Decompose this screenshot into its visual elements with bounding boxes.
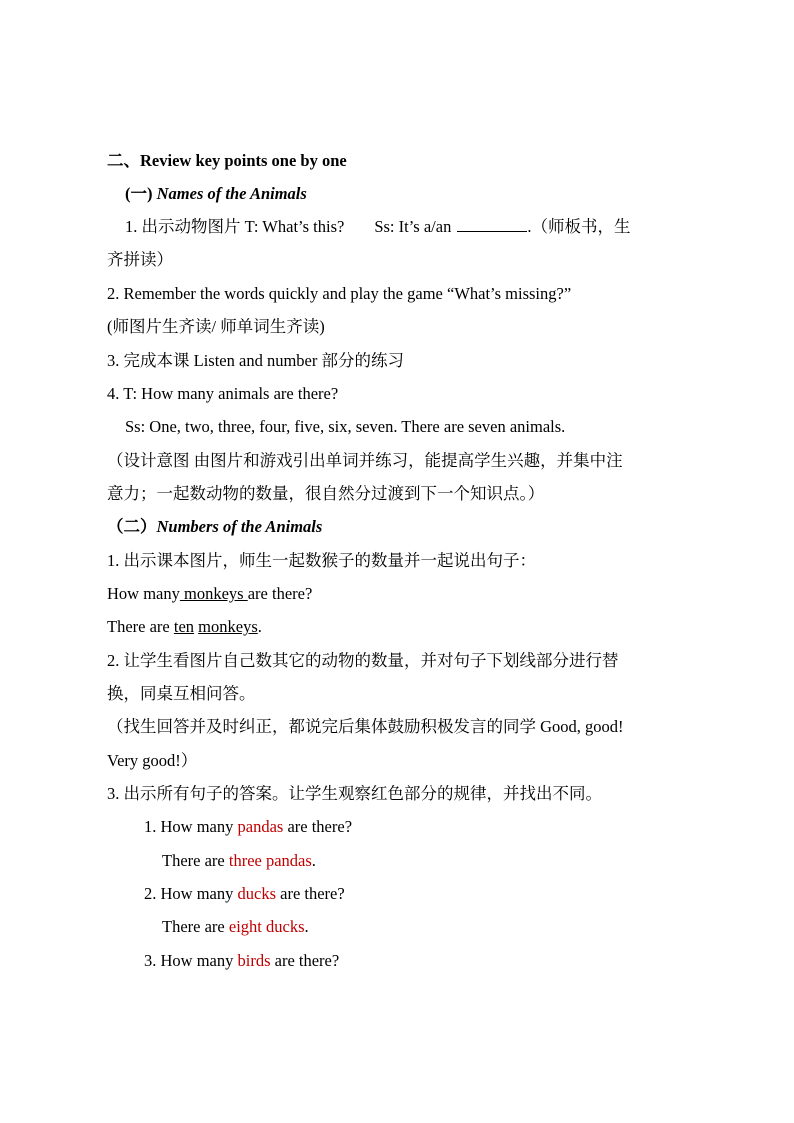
example-answer — [162, 916, 309, 938]
answer-monkeys — [107, 616, 262, 638]
example-a-prefix: There are — [162, 917, 229, 936]
part2-item2-cont: 换，同桌互相问答。 — [107, 684, 256, 703]
item1-note: .（师板书，生 — [527, 217, 631, 236]
item1-answer: Ss: It’s a/an — [374, 217, 452, 236]
example-a-highlight: eight ducks — [228, 917, 305, 936]
part1-item4: 4. T: How many animals are there? — [107, 384, 339, 403]
example-q-suffix: are there? — [276, 884, 345, 903]
example-question — [144, 816, 352, 838]
teacher-note-2: Very good!） — [107, 751, 198, 770]
part2-item1: 1. 出示课本图片，师生一起数猴子的数量并一起说出句子： — [107, 551, 536, 570]
part2-item2: 2. 让学生看图片自己数其它的动物的数量，并对句子下划线部分进行替 — [107, 651, 619, 670]
answer-number: ten — [173, 617, 195, 636]
part1-item3: 3. 完成本课 Listen and number 部分的练习 — [107, 351, 404, 370]
example-answer — [162, 850, 316, 872]
example-q-highlight: pandas — [237, 817, 284, 836]
example-question — [144, 883, 345, 905]
example-question — [144, 950, 339, 972]
teacher-note-1: （找生回答并及时纠正，都说完后集体鼓励积极发言的同学 Good, good! — [107, 717, 624, 736]
answer-animal: monkeys — [198, 617, 258, 636]
example-a-prefix: There are — [162, 851, 229, 870]
question-monkeys — [107, 583, 312, 605]
example-q-suffix: are there? — [283, 817, 353, 836]
example-q-prefix: 1. How many — [144, 817, 238, 836]
part1-heading — [125, 183, 307, 205]
design-intent-1: （设计意图 由图片和游戏引出单词并练习，能提高学生兴趣，并集中注 — [107, 451, 623, 470]
example-q-suffix: are there? — [270, 951, 340, 970]
example-a-suffix: . — [304, 917, 309, 936]
example-q-prefix: 2. How many — [144, 884, 238, 903]
part1-item1 — [125, 216, 630, 238]
question-suffix: are there? — [247, 584, 313, 603]
section-heading: 二、Review key points one by one — [107, 151, 347, 170]
answer-period: . — [257, 617, 262, 636]
design-intent-2: 意力；一起数动物的数量，很自然分过渡到下一个知识点。） — [107, 484, 545, 503]
part1-number: (一) — [125, 184, 157, 203]
part1-item2: 2. Remember the words quickly and play the game “What’s missing?” — [107, 284, 572, 303]
answer-prefix: There are — [107, 617, 174, 636]
item1-text: 1. 出示动物图片 T: What’s this? — [125, 217, 345, 236]
part2-title: Numbers of the Animals — [156, 517, 323, 536]
part1-title: Names of the Animals — [156, 184, 307, 203]
part2-number: （二） — [107, 517, 157, 536]
question-prefix: How many — [107, 584, 180, 603]
example-q-highlight: birds — [237, 951, 271, 970]
example-q-prefix: 3. How many — [144, 951, 238, 970]
question-underlined: monkeys — [179, 584, 248, 603]
example-a-suffix: . — [311, 851, 316, 870]
example-a-highlight: three pandas — [228, 851, 312, 870]
answer-blank — [457, 217, 527, 232]
part2-item3: 3. 出示所有句子的答案。让学生观察红色部分的规律，并找出不同。 — [107, 784, 602, 803]
part1-item1-cont: 齐拼读） — [107, 250, 173, 269]
example-q-highlight: ducks — [237, 884, 276, 903]
part1-item4-answer: Ss: One, two, three, four, five, six, seven. There are seven animals. — [125, 417, 566, 436]
part1-item2-note: (师图片生齐读/ 师单词生齐读) — [107, 317, 325, 336]
part2-heading — [107, 516, 322, 538]
